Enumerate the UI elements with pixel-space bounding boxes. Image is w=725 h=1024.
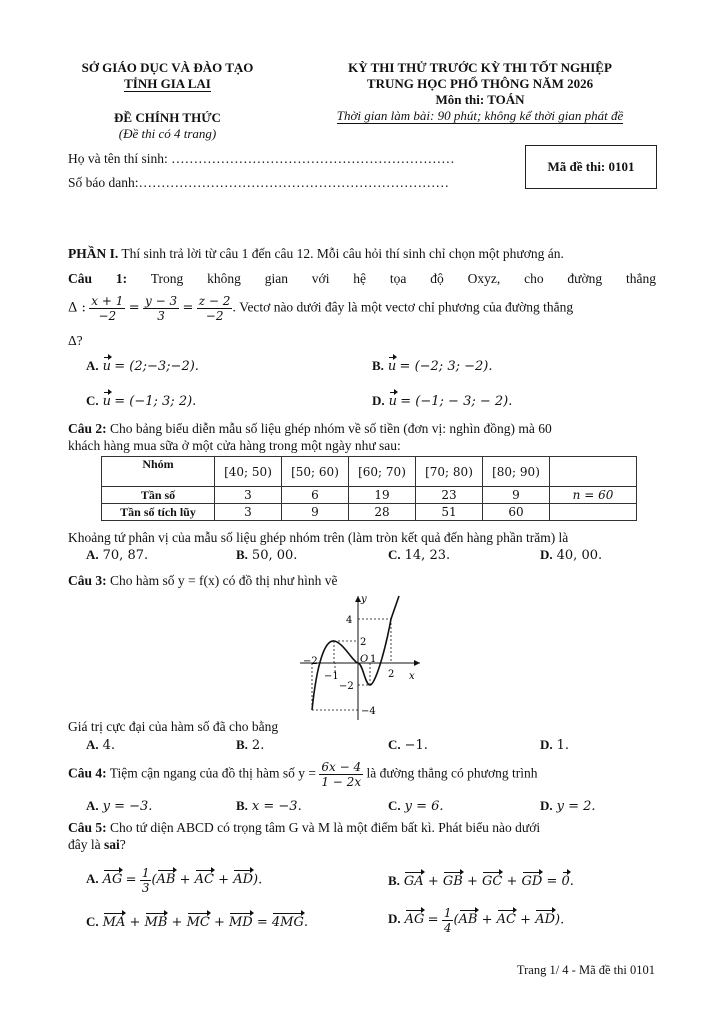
q3-option-c[interactable]: C. −1. (388, 737, 428, 753)
q5-text: Câu 5: Cho tứ diện ABCD có trọng tâm G và M là một điểm bất kì. Phát biểu nào dưới (68, 820, 541, 835)
candidate-id-field: Số báo danh:…………………………………………………………… (68, 175, 449, 190)
q4-option-a[interactable]: A. y = −3. (86, 798, 153, 814)
table-header-cell: [80; 90) (483, 457, 550, 487)
q1-option-c[interactable]: C. u = (−1; 3; 2). (86, 393, 197, 409)
table-header-cell: [50; 60) (282, 457, 349, 487)
table-header-cell: [60; 70) (349, 457, 416, 487)
exam-title: KỲ THI THỬ TRƯỚC KỲ THI TỐT NGHIỆP (348, 60, 612, 75)
q2-option-d[interactable]: D. 40, 00. (540, 547, 603, 563)
q4-option-c[interactable]: C. y = 6. (388, 798, 444, 814)
pages-note: (Đề thi có 4 trang) (118, 126, 217, 141)
q5-option-a[interactable]: A. AG = $\frac{1}{3}$ (AB + AC + AD). (86, 866, 263, 895)
x-axis-arrow-icon (414, 660, 420, 666)
q2-text2: khách hàng mua sữa ở một cửa hàng trong một ngày như sau: (68, 438, 401, 453)
q3-text: Câu 3: Cho hàm số y = f(x) có đồ thị như hình vẽ (68, 573, 338, 588)
q3-option-b[interactable]: B. 2. (236, 737, 265, 753)
origin-label: O (360, 654, 369, 665)
guide-lines (312, 619, 391, 710)
q1-line-equation: Δ : $\frac{x + 1}{-2}$ = $\frac{y - 3}{3}$ = $\frac{z - 2}{-2}$ . Vectơ nào dưới đây là một vectơ chỉ phương của đường thẳng (68, 294, 574, 323)
province-title: TỈNH GIA LAI (124, 76, 211, 91)
time-label: Thời gian làm bài: 90 phút; không kể thời gian phát đề (336, 108, 624, 123)
q4-option-b[interactable]: B. x = −3. (236, 798, 302, 814)
q1-option-d[interactable]: D. u = (−1; − 3; − 2). (372, 393, 513, 409)
q2-option-a[interactable]: A. 70, 87. (86, 547, 149, 563)
q3-option-a[interactable]: A. 4. (86, 737, 116, 753)
tick-label: 2 (360, 637, 367, 648)
table-header-cell: [70; 80) (416, 457, 483, 487)
table-header-cell: [40; 50) (215, 457, 282, 487)
function-curve (312, 596, 399, 710)
q2-text: Câu 2: Cho bảng biểu diễn mẫu số liệu ghép nhóm về số tiền (đơn vị: nghìn đồng) mà 60 (68, 421, 552, 436)
table-header-cell: Nhóm (102, 457, 215, 487)
tick-label: 1 (370, 654, 377, 665)
q5-option-c[interactable]: C. MA + MB + MC + MD = 4MG. (86, 914, 309, 930)
q5-option-d[interactable]: D. AG = $\frac{1}{4}$ (AB + AC + AD). (388, 906, 565, 935)
tick-label: −1 (324, 671, 339, 682)
q4-text: Câu 4: Tiệm cận ngang của đồ thị hàm số y = $\frac{6x - 4}{1 - 2x}$ là đường thẳng có phương trình (68, 760, 538, 789)
table-row: Tần số 3 6 19 23 9 n = 60 (102, 487, 637, 504)
q4-option-d[interactable]: D. y = 2. (540, 798, 596, 814)
part1-instruction: PHẦN I. Thí sinh trả lời từ câu 1 đến câu 12. Mỗi câu hỏi thí sinh chỉ chọn một phương án. (68, 246, 564, 261)
tick-label: 4 (346, 615, 353, 626)
tick-label: −2 (339, 681, 354, 692)
official-label: ĐỀ CHÍNH THỨC (114, 110, 221, 125)
exam-code-box (525, 145, 657, 189)
function-graph (295, 592, 425, 722)
page-footer: Trang 1/ 4 - Mã đề thi 0101 (516, 963, 655, 977)
x-axis-label: x (409, 671, 415, 682)
q3-option-d[interactable]: D. 1. (540, 737, 570, 753)
q1-option-a[interactable]: A. u = (2;−3;−2). (86, 358, 199, 374)
tick-label: −2 (303, 656, 318, 667)
table-row: Tần số tích lũy 3 9 28 51 60 (102, 504, 637, 521)
department-title: SỞ GIÁO DỤC VÀ ĐÀO TẠO (81, 60, 254, 75)
exam-code-text: Mã đề thi: 0101 (547, 159, 635, 174)
q1-text-end: Δ? (68, 333, 83, 348)
subject-label: Môn thi: TOÁN (435, 92, 525, 107)
tick-label: 2 (388, 669, 395, 680)
q3-question: Giá trị cực đại của hàm số đã cho bằng (68, 719, 279, 734)
q1-option-b[interactable]: B. u = (−2; 3; −2). (372, 358, 493, 374)
tick-label: −4 (361, 706, 376, 717)
q1-text: Câu 1: Trong không gian với hệ tọa độ Oxyz, cho đường thẳng (68, 271, 656, 286)
q2-option-b[interactable]: B. 50, 00. (236, 547, 298, 563)
q2-question: Khoảng tứ phân vị của mẫu số liệu ghép nhóm trên (làm tròn kết quả đến hàng phần trăm) là (68, 530, 569, 545)
q5-option-b[interactable]: B. GA + GB + GC + GD = 0. (388, 873, 574, 889)
table-header-cell (550, 457, 637, 487)
exam-subtitle: TRUNG HỌC PHỔ THÔNG NĂM 2026 (366, 76, 594, 91)
q2-option-c[interactable]: C. 14, 23. (388, 547, 451, 563)
q5-text2: đây là sai? (68, 837, 126, 852)
frequency-table (101, 456, 637, 521)
y-axis-label: y (361, 594, 367, 605)
candidate-name-field: Họ và tên thí sinh: ……………………………………………………… (68, 151, 455, 166)
